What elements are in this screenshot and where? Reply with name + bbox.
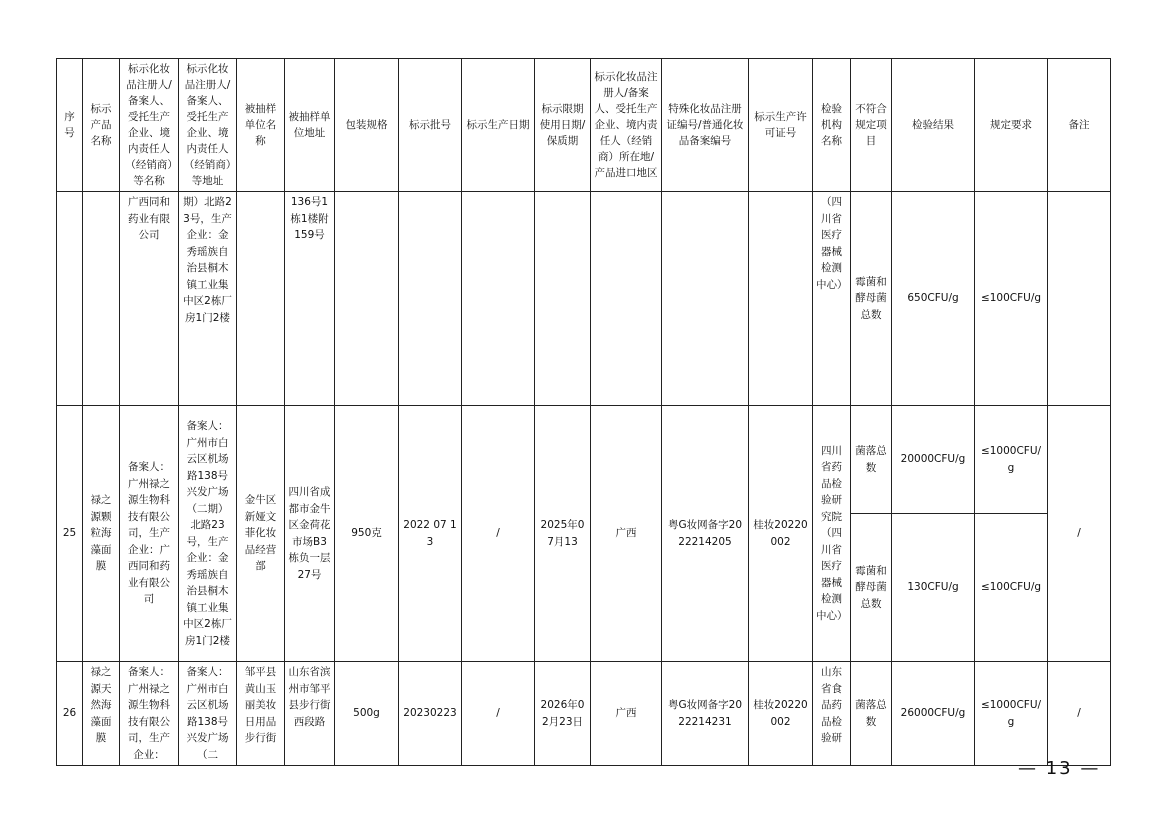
cell-product: [83, 192, 120, 406]
header-seq: 序号: [57, 59, 83, 192]
header-product-name: 标示产品名称: [83, 59, 120, 192]
header-special-registration: 特殊化妆品注册证编号/普通化妆品备案编号: [662, 59, 749, 192]
cell-sampled-address: 136号1栋1楼附159号: [285, 192, 335, 406]
cell-remark: [1048, 192, 1111, 406]
cell-nonconforming-item: 霉菌和酵母菌总数: [851, 192, 892, 406]
header-expiry: 标示限期使用日期/保质期: [535, 59, 591, 192]
cell-institution: 山东省食品药品检验研: [813, 662, 851, 766]
cell-origin: 广西: [591, 662, 662, 766]
page-number: — 13 —: [1018, 758, 1101, 779]
cell-sampled-unit: 金牛区新娅文菲化妆品经营部: [237, 406, 285, 662]
header-production-date: 标示生产日期: [462, 59, 535, 192]
cell-sampled-unit: 邹平县黄山玉丽美妆日用品步行街: [237, 662, 285, 766]
cell-result: 20000CFU/g: [892, 406, 975, 514]
cell-remark: /: [1048, 662, 1111, 766]
cell-result: 26000CFU/g: [892, 662, 975, 766]
cell-special-registration: [662, 192, 749, 406]
cell-result: 650CFU/g: [892, 192, 975, 406]
cell-remark: /: [1048, 406, 1111, 662]
header-sampled-unit: 被抽样单位名称: [237, 59, 285, 192]
cell-expiry: [535, 192, 591, 406]
header-institution: 检验机构名称: [813, 59, 851, 192]
header-origin: 标示化妆品注册人/备案人、受托生产企业、境内责任人（经销商）所在地/产品进口地区: [591, 59, 662, 192]
cell-production-date: [462, 192, 535, 406]
header-sampled-address: 被抽样单位地址: [285, 59, 335, 192]
inspection-results-table: [56, 58, 1111, 766]
cell-nonconforming-item: 霉菌和酵母菌总数: [851, 514, 892, 662]
cell-special-registration: 粤G妆网备字2022214231: [662, 662, 749, 766]
cell-origin: 广西: [591, 406, 662, 662]
header-package-spec: 包装规格: [335, 59, 399, 192]
cell-batch: 20230223: [399, 662, 462, 766]
header-registrant-name: 标示化妆品注册人/备案人、受托生产企业、境内责任人（经销商）等名称: [120, 59, 179, 192]
cell-special-registration: 粤G妆网备字2022214205: [662, 406, 749, 662]
cell-requirement: ≤100CFU/g: [975, 514, 1048, 662]
header-requirement: 规定要求: [975, 59, 1048, 192]
header-row: [57, 59, 1111, 192]
cell-license: 桂妆20220002: [749, 406, 813, 662]
table-row-26: [57, 662, 1111, 766]
cell-spec: 950克: [335, 406, 399, 662]
cell-production-date: /: [462, 406, 535, 662]
cell-sampled-address: 四川省成都市金牛区金荷花市场B3栋负一层27号: [285, 406, 335, 662]
cell-registrant-name: 备案人：广州禄之源生物科技有限公司，生产企业：: [120, 662, 179, 766]
cell-license: 桂妆20220002: [749, 662, 813, 766]
header-registrant-address: 标示化妆品注册人/备案人、受托生产企业、境内责任人（经销商）等地址: [179, 59, 237, 192]
cell-nonconforming-item: 菌落总数: [851, 406, 892, 514]
header-nonconforming-item: 不符合规定项目: [851, 59, 892, 192]
cell-requirement: ≤100CFU/g: [975, 192, 1048, 406]
cell-spec: 500g: [335, 662, 399, 766]
cell-sampled-address: 山东省滨州市邹平县步行街西段路: [285, 662, 335, 766]
cell-registrant-name: 备案人：广州禄之源生物科技有限公司，生产企业：广西同和药业有限公司: [120, 406, 179, 662]
cell-seq: 26: [57, 662, 83, 766]
cell-sampled-unit: [237, 192, 285, 406]
cell-requirement: ≤1000CFU/g: [975, 406, 1048, 514]
table-row-continuation: [57, 192, 1111, 406]
cell-batch: 2022 07 13: [399, 406, 462, 662]
cell-origin: [591, 192, 662, 406]
cell-registrant-address: 期）北路23号，生产企业：金秀瑶族自治县桐木镇工业集中区2栋厂房1门2楼: [179, 192, 237, 406]
cell-product: 禄之源颗粒海藻面膜: [83, 406, 120, 662]
cell-production-date: /: [462, 662, 535, 766]
table-row-25: [57, 406, 1111, 514]
cell-nonconforming-item: 菌落总数: [851, 662, 892, 766]
cell-result: 130CFU/g: [892, 514, 975, 662]
cell-seq: [57, 192, 83, 406]
cell-registrant-address: 备案人：广州市白云区机场路138号兴发广场（二期）北路23号，生产企业：金秀瑶族自治县桐木镇工业集中区2栋厂房1门2楼: [179, 406, 237, 662]
cell-license: [749, 192, 813, 406]
cell-seq: 25: [57, 406, 83, 662]
cell-institution: （四川省医疗器械检测中心）: [813, 192, 851, 406]
cell-registrant-name: 广西同和药业有限公司: [120, 192, 179, 406]
header-remark: 备注: [1048, 59, 1111, 192]
cell-batch: [399, 192, 462, 406]
cell-spec: [335, 192, 399, 406]
header-result: 检验结果: [892, 59, 975, 192]
cell-requirement: ≤1000CFU/g: [975, 662, 1048, 766]
header-license: 标示生产许可证号: [749, 59, 813, 192]
cell-institution: 四川省药品检验研究院（四川省医疗器械检测中心）: [813, 406, 851, 662]
cell-product: 禄之源天然海藻面膜: [83, 662, 120, 766]
cell-expiry: 2026年02月23日: [535, 662, 591, 766]
cell-registrant-address: 备案人：广州市白云区机场路138号兴发广场（二: [179, 662, 237, 766]
cell-expiry: 2025年07月13: [535, 406, 591, 662]
header-batch: 标示批号: [399, 59, 462, 192]
